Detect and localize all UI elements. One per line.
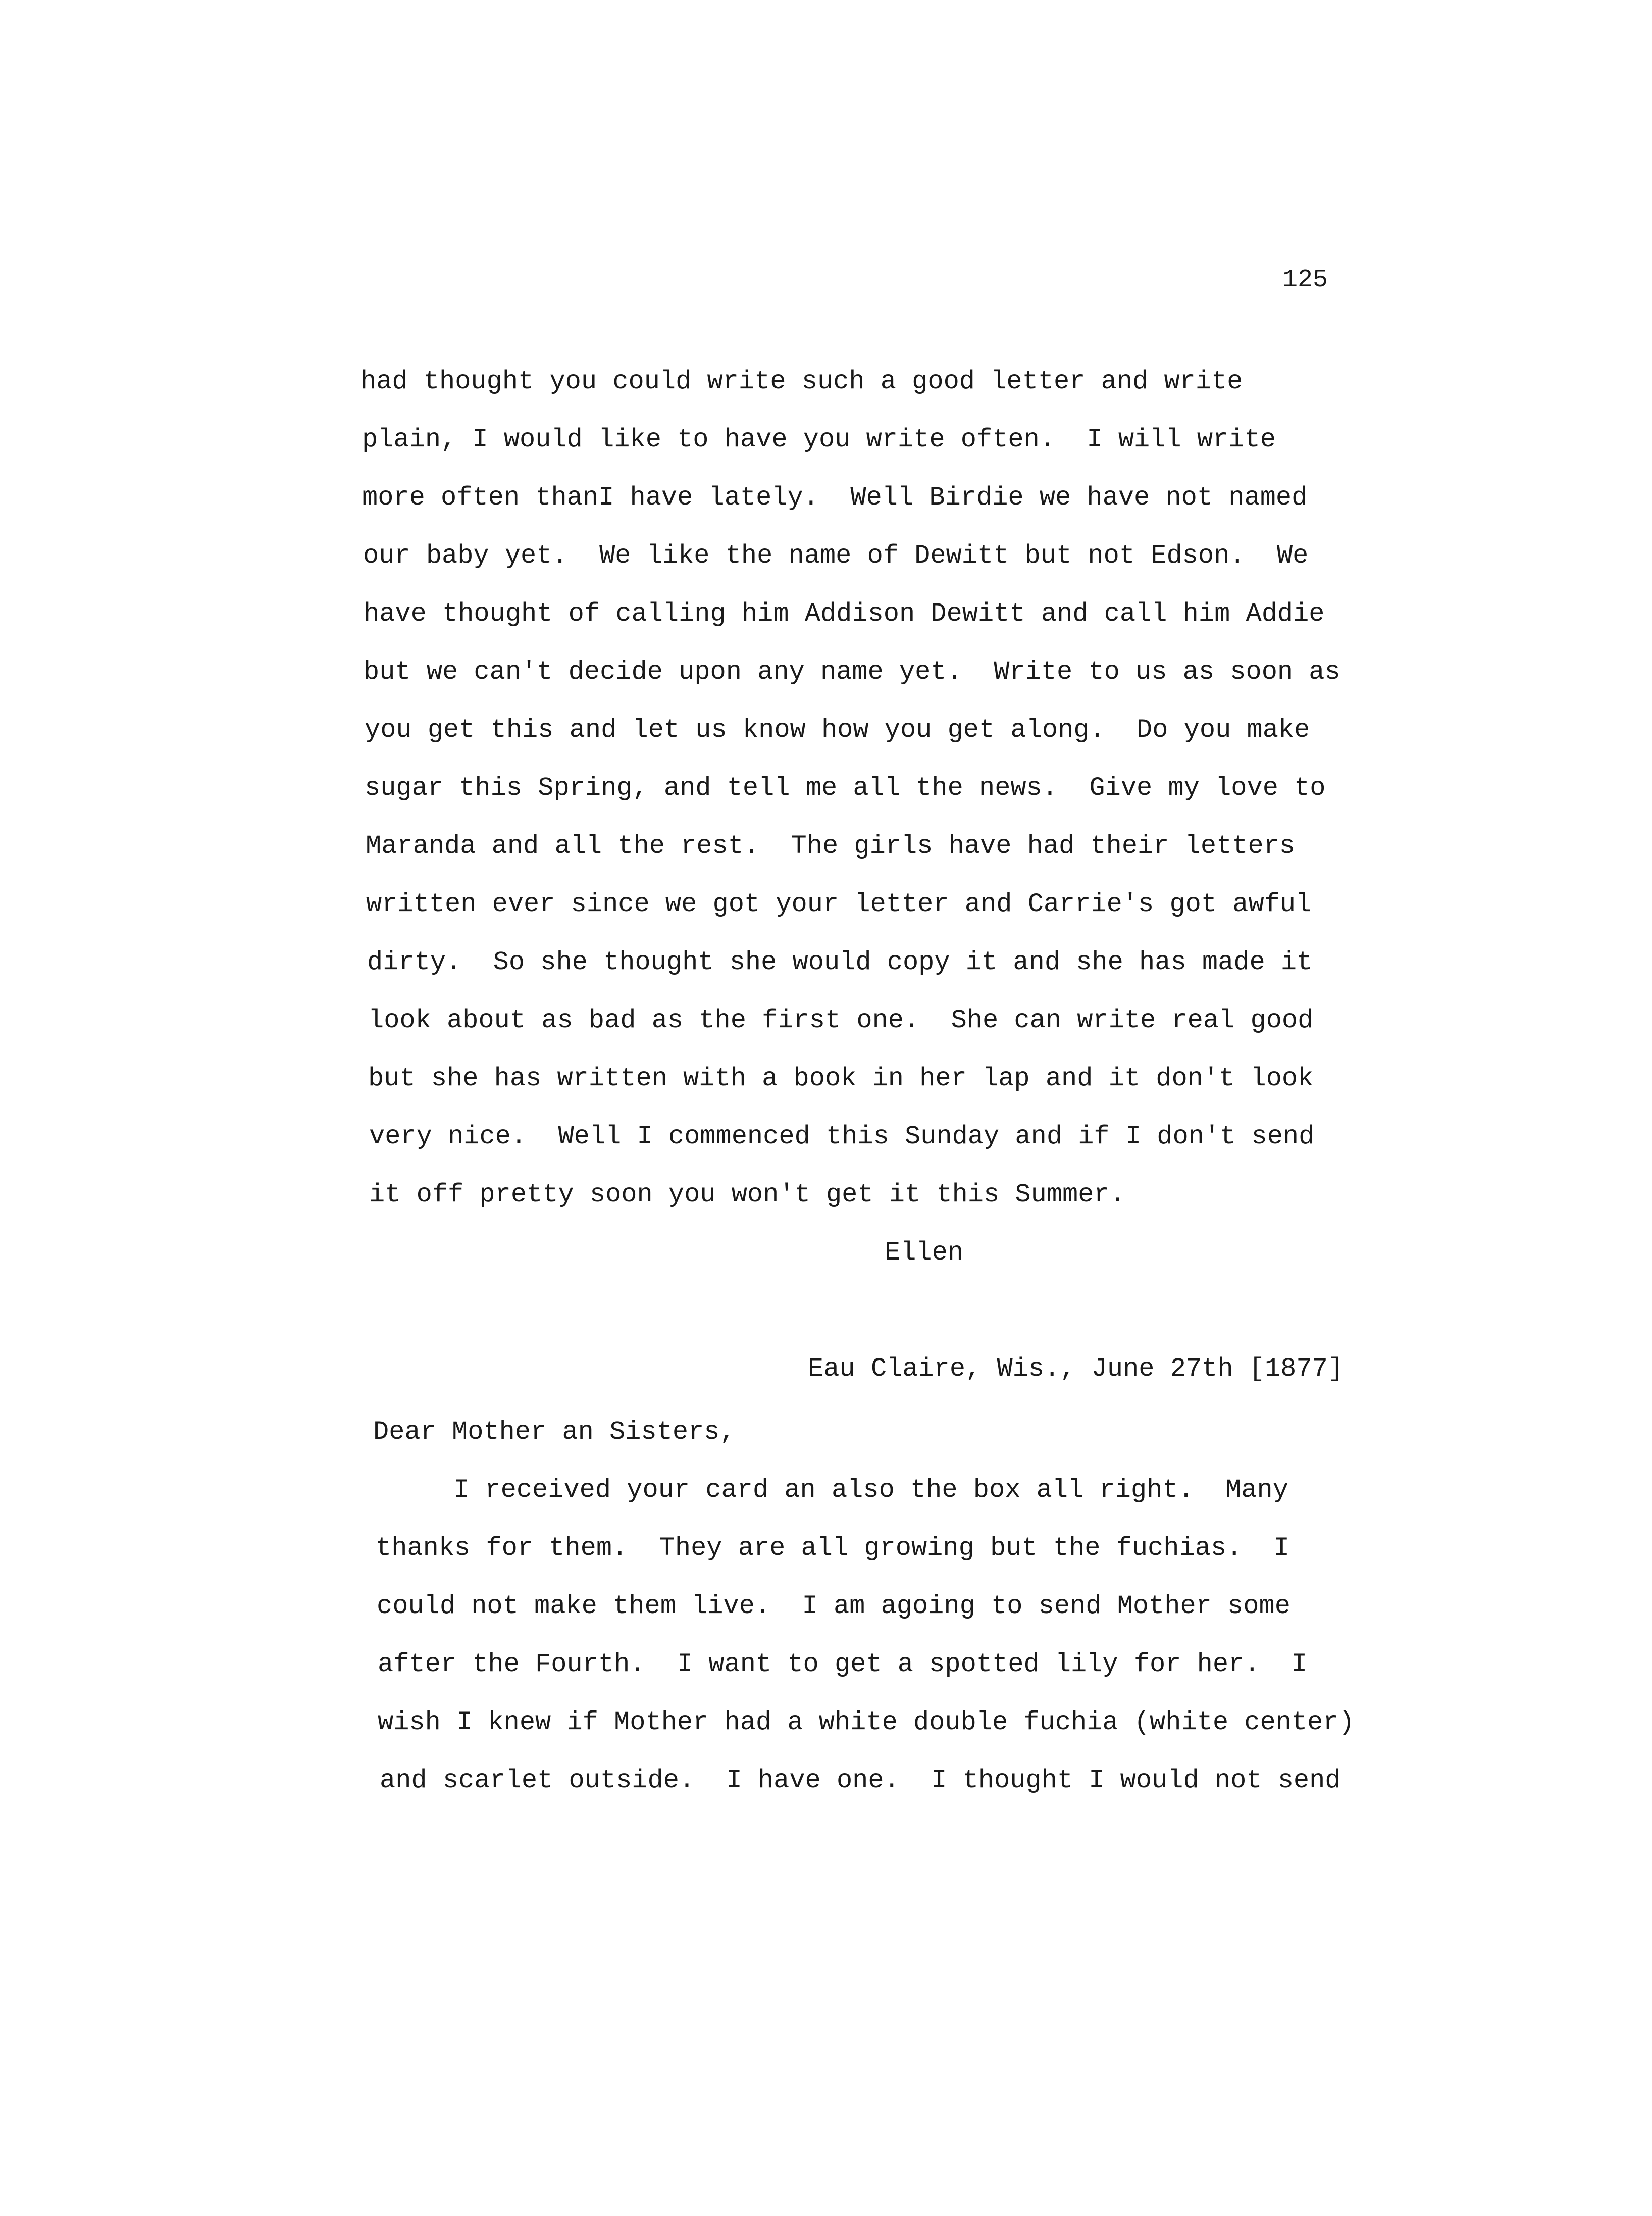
text-line: it off pretty soon you won't get it this Summer. xyxy=(369,1180,1125,1210)
text-line: look about as bad as the first one. She can write real good xyxy=(368,1005,1314,1035)
text-line: could not make them live. I am agoing to send Mother some xyxy=(377,1591,1290,1621)
text-line: had thought you could write such a good letter and write xyxy=(360,367,1243,396)
signature: Ellen xyxy=(885,1238,964,1268)
text-line: dirty. So she thought she would copy it and she has made it xyxy=(367,947,1313,977)
text-line: written ever since we got your letter and Carrie's got awful xyxy=(366,889,1312,919)
text-line: after the Fourth. I want to get a spotted lily for her. I xyxy=(378,1649,1308,1679)
text-line: but we can't decide upon any name yet. Write to us as soon as xyxy=(364,657,1340,687)
text-line: but she has written with a book in her lap and it don't look xyxy=(368,1064,1314,1093)
text-line: wish I knew if Mother had a white double fuchia (white center) xyxy=(378,1707,1355,1737)
text-line: sugar this Spring, and tell me all the news. Give my love to xyxy=(365,773,1326,803)
text-line: our baby yet. We like the name of Dewitt but not Edson. We xyxy=(363,541,1309,571)
text-line: very nice. Well I commenced this Sunday and if I don't send xyxy=(369,1122,1315,1151)
text-line: more often thanI have lately. Well Birdie we have not named xyxy=(362,483,1308,513)
text-line: Maranda and all the rest. The girls have had their letters xyxy=(366,831,1296,861)
dateline: Eau Claire, Wis., June 27th [1877] xyxy=(808,1354,1344,1384)
text-line: and scarlet outside. I have one. I thought I would not send xyxy=(380,1766,1341,1795)
text-line: I received your card an also the box all right. Many xyxy=(375,1475,1288,1505)
text-line: thanks for them. They are all growing but the fuchias. I xyxy=(376,1533,1289,1563)
text-line: have thought of calling him Addison Dewitt and call him Addie xyxy=(364,599,1325,629)
text-line: plain, I would like to have you write often. I will write xyxy=(362,425,1276,455)
salutation: Dear Mother an Sisters, xyxy=(373,1417,736,1447)
page-number: 125 xyxy=(1282,266,1328,294)
text-line: you get this and let us know how you get along. Do you make xyxy=(365,715,1310,745)
